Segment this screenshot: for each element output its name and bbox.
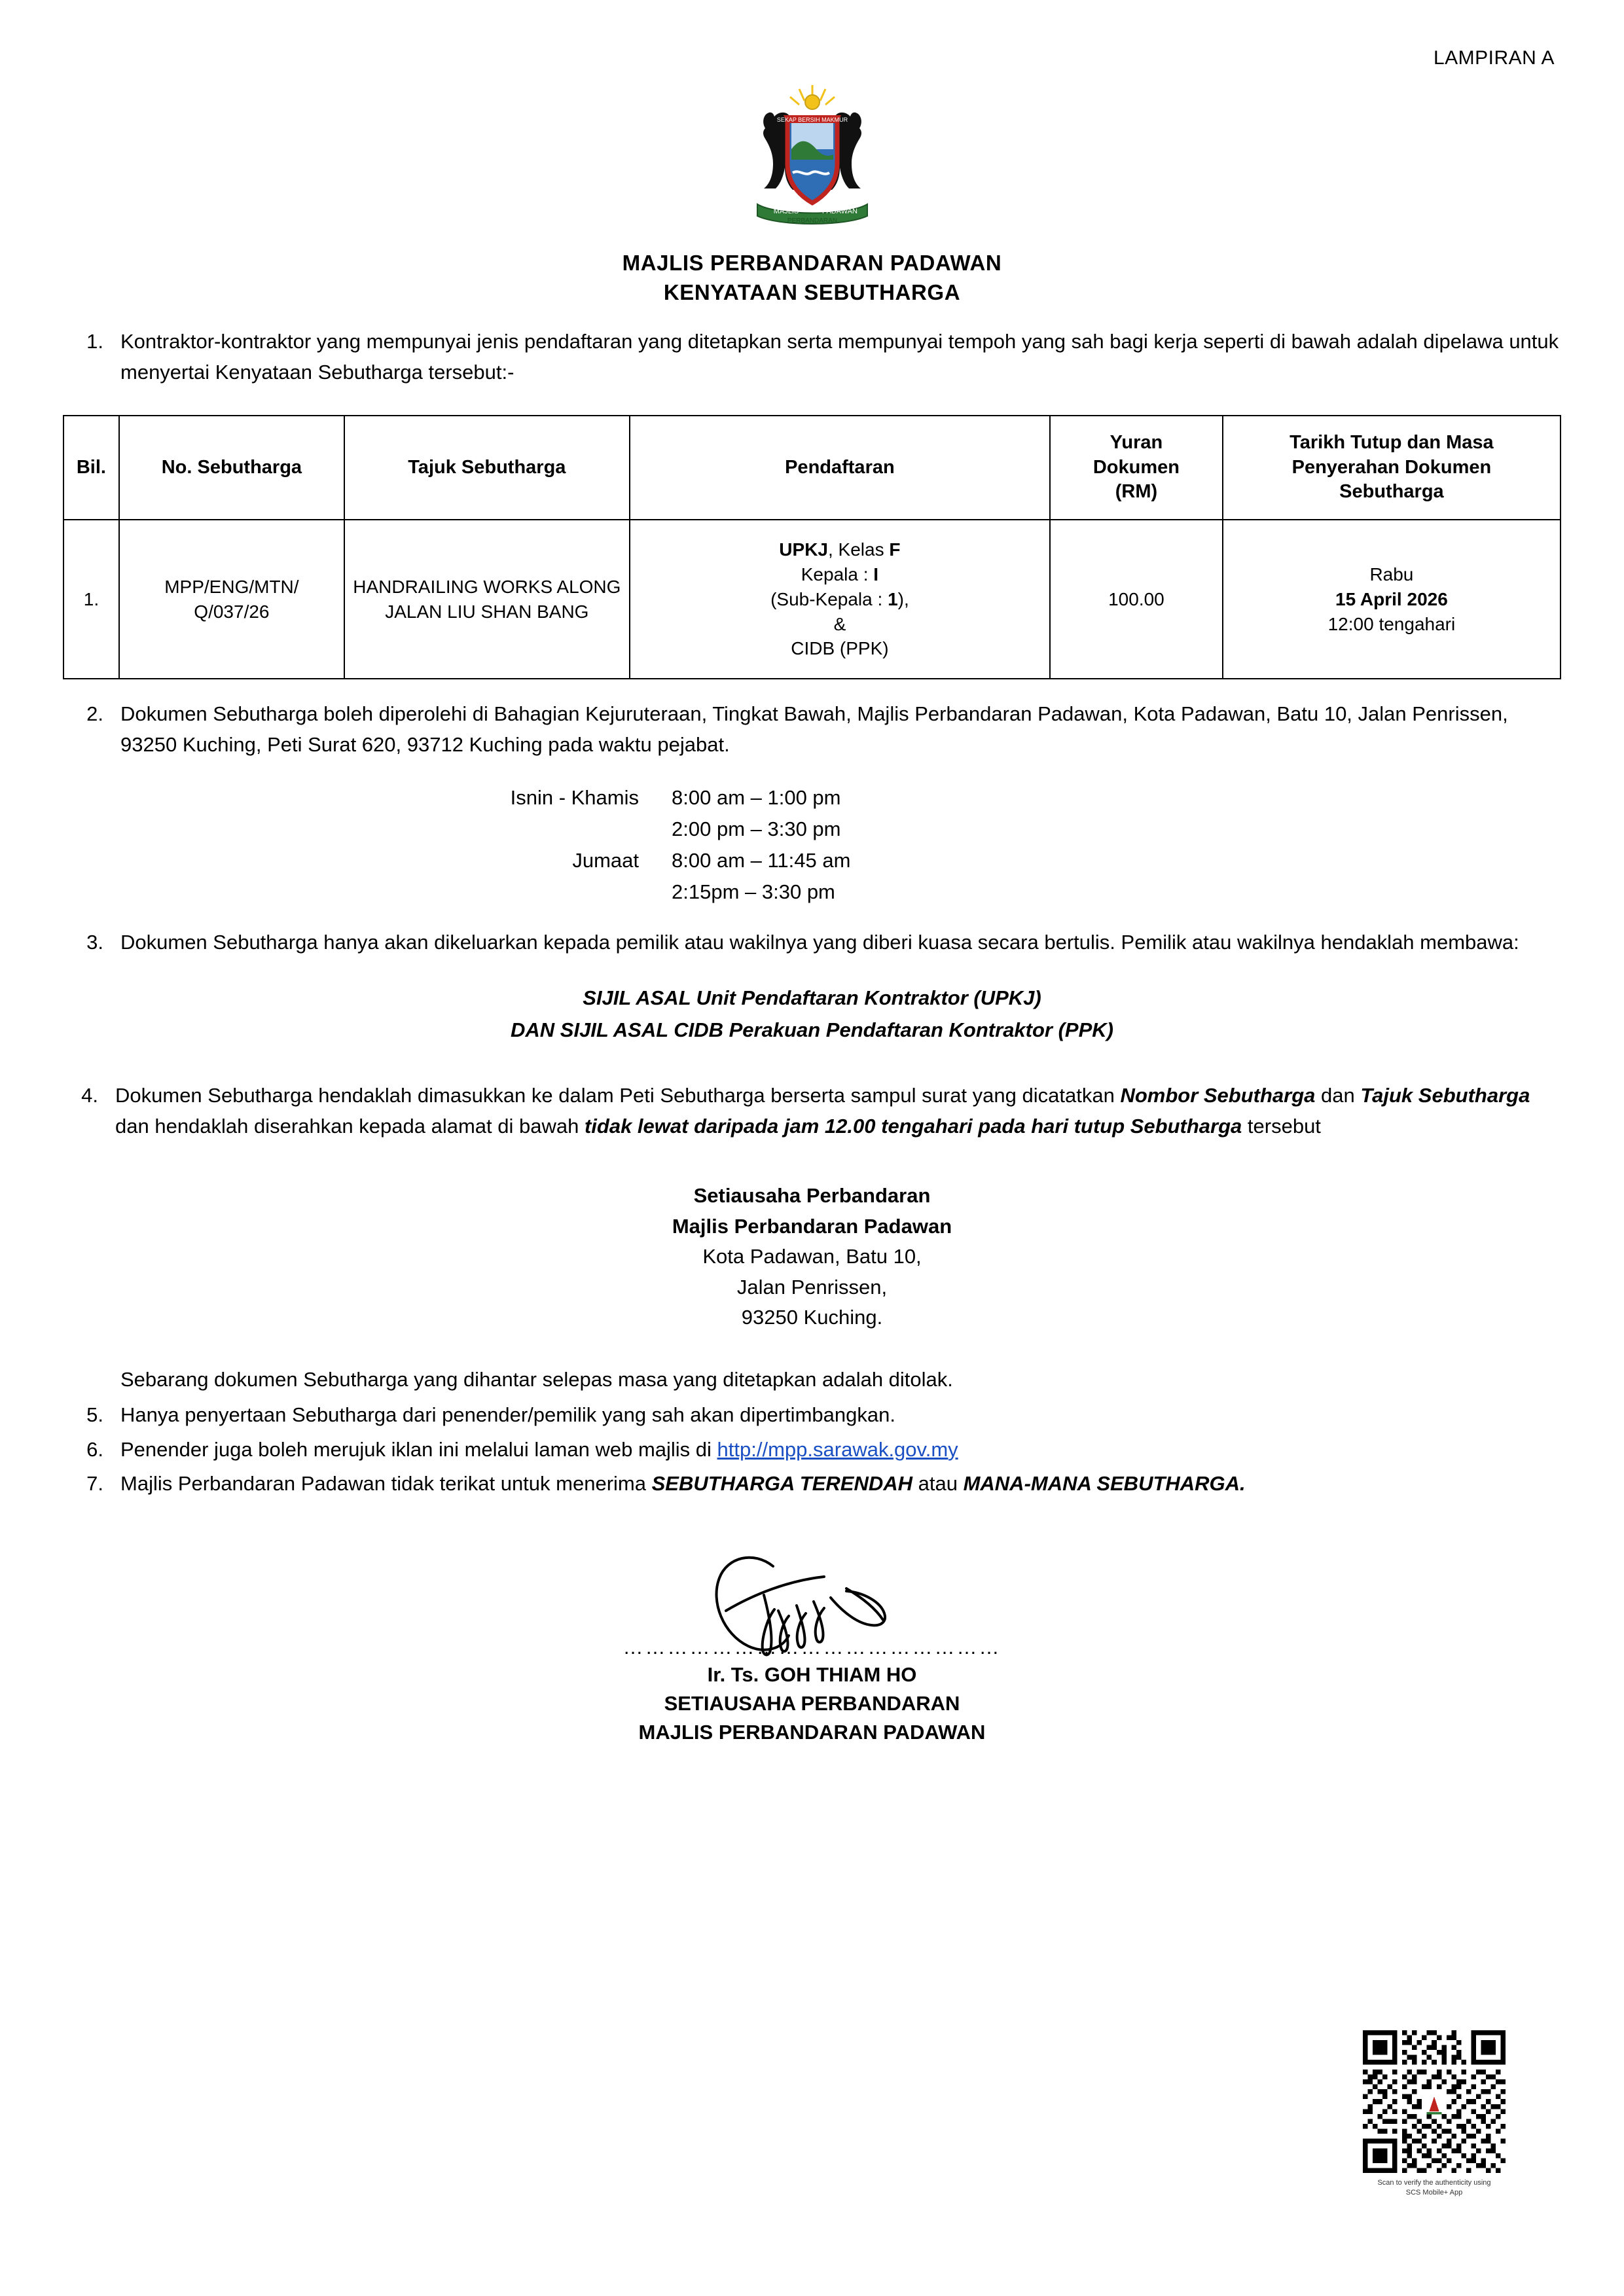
cell-tajuk: HANDRAILING WORKS ALONG JALAN LIU SHAN BANG xyxy=(344,520,630,679)
hours-row xyxy=(456,876,1561,908)
address-line-4: Jalan Penrissen, xyxy=(736,1275,888,1299)
hours-row xyxy=(456,814,1561,845)
submission-address xyxy=(63,1181,1561,1333)
svg-text:PERBANDARAN: PERBANDARAN xyxy=(787,217,837,224)
certificate-line-1: SIJIL ASAL Unit Pendaftaran Kontraktor (UPKJ) xyxy=(583,986,1041,1009)
signer-name: Ir. Ts. GOH THIAM HO xyxy=(707,1662,917,1686)
qr-caption-line-1: Scan to verify the authenticity using xyxy=(1377,2179,1491,2187)
hours-time: 2:15pm – 3:30 pm xyxy=(672,880,835,904)
org-name: MAJLIS PERBANDARAN PADAWAN xyxy=(622,251,1002,275)
signer-block xyxy=(63,1660,1561,1747)
clause-6 xyxy=(63,1435,1561,1465)
qr-caption xyxy=(1359,2178,1509,2198)
council-website-link[interactable]: http://mpp.sarawak.gov.my xyxy=(717,1437,958,1461)
clause-5 xyxy=(63,1400,1561,1431)
col-header-yuran: Yuran Dokumen (RM) xyxy=(1050,416,1223,520)
qr-code-block xyxy=(1359,2030,1509,2198)
clause-2-number: 2. xyxy=(86,702,103,726)
office-hours xyxy=(456,782,1561,908)
required-certificates xyxy=(63,982,1561,1047)
address-role: Setiausaha Perbandaran xyxy=(693,1184,931,1208)
clause-1 xyxy=(63,327,1561,387)
sebutharga-table xyxy=(63,415,1561,679)
clause-7-text: Majlis Perbandaran Padawan tidak terikat untuk menerima SEBUTHARGA TERENDAH atau MANA-MANA SEBUTHARGA. xyxy=(120,1472,1246,1496)
svg-text:MAJLIS: MAJLIS xyxy=(773,207,799,215)
address-line-5: 93250 Kuching. xyxy=(741,1306,883,1329)
col-header-bil: Bil. xyxy=(63,416,119,520)
clause-1-number: 1. xyxy=(86,330,103,353)
svg-text:PADAWAN: PADAWAN xyxy=(821,207,857,215)
hours-time: 8:00 am – 1:00 pm xyxy=(672,786,841,810)
table-header-row xyxy=(63,416,1561,520)
clause-5-number: 5. xyxy=(86,1403,103,1427)
crest-icon xyxy=(695,81,930,245)
clause-3 xyxy=(63,927,1561,958)
clause-4-text: Dokumen Sebutharga hendaklah dimasukkan ke dalam Peti Sebutharga berserta sampul surat yang dicatatkan Nombor Sebutharga dan Tajuk Sebutharga dan hendaklah diserahkan kepada alamat di bawah tidak lewat daripada jam 12.00 tengahari pada hari tutup Sebutharga tersebut xyxy=(115,1084,1530,1138)
clause-7-number: 7. xyxy=(86,1472,103,1496)
clause-3-text: Dokumen Sebutharga hanya akan dikeluarkan kepada pemilik atau wakilnya yang diberi kuasa secara bertulis. Pemilik atau wakilnya hendaklah membawa: xyxy=(120,931,1519,954)
cell-bil: 1. xyxy=(63,520,119,679)
hours-day xyxy=(456,814,672,845)
clause-2 xyxy=(63,699,1561,760)
signature-area xyxy=(63,1532,1561,1744)
hours-time: 8:00 am – 11:45 am xyxy=(672,849,851,872)
qr-caption-line-2: SCS Mobile+ App xyxy=(1405,2189,1463,2197)
address-org: Majlis Perbandaran Padawan xyxy=(672,1214,952,1238)
clause-4-number: 4. xyxy=(81,1084,98,1107)
cell-no-sebutharga: MPP/ENG/MTN/ Q/037/26 xyxy=(119,520,344,679)
clause-2-text: Dokumen Sebutharga boleh diperolehi di Bahagian Kejuruteraan, Tingkat Bawah, Majlis Perbandaran Padawan, Kota Padawan, Batu 10, Jalan Penrissen, 93250 Kuching, Peti Surat 620, 93712 Kuching pada waktu pejabat. xyxy=(120,702,1508,756)
svg-text:SEKAP BERSIH MAKMUR: SEKAP BERSIH MAKMUR xyxy=(776,117,848,123)
hours-row xyxy=(456,845,1561,876)
hours-row xyxy=(456,782,1561,814)
col-header-pendaftaran: Pendaftaran xyxy=(630,416,1050,520)
table-row xyxy=(63,520,1561,679)
signer-org: MAJLIS PERBANDARAN PADAWAN xyxy=(638,1720,986,1744)
clause-1-text: Kontraktor-kontraktor yang mempunyai jenis pendaftaran yang ditetapkan serta mempunyai tempoh yang sah bagi kerja seperti di bawah adalah dipelawa untuk menyertai Kenyataan Sebutharga tersebut:- xyxy=(120,330,1559,384)
hours-day xyxy=(456,876,672,908)
hours-time: 2:00 pm – 3:30 pm xyxy=(672,817,841,841)
cell-yuran: 100.00 xyxy=(1050,520,1223,679)
clause-6-number: 6. xyxy=(86,1437,103,1461)
crest-container xyxy=(63,81,1561,245)
document-type: KENYATAAN SEBUTHARGA xyxy=(663,279,961,304)
signer-position: SETIAUSAHA PERBANDARAN xyxy=(664,1691,960,1715)
cell-pendaftaran: UPKJ, Kelas F Kepala : I (Sub-Kepala : 1), & CIDB (PPK) xyxy=(630,520,1050,679)
page-title xyxy=(63,249,1561,307)
col-header-tarikh: Tarikh Tutup dan Masa Penyerahan Dokumen Sebutharga xyxy=(1223,416,1561,520)
clause-4 xyxy=(63,1081,1561,1141)
cell-tarikh: Rabu 15 April 2026 12:00 tengahari xyxy=(1223,520,1561,679)
address-line-3: Kota Padawan, Batu 10, xyxy=(702,1245,922,1268)
clause-3-number: 3. xyxy=(86,931,103,954)
clause-6-text: Penender juga boleh merujuk iklan ini melalui laman web majlis di http://mpp.sarawak.gov.my xyxy=(120,1437,958,1461)
col-header-tajuk: Tajuk Sebutharga xyxy=(344,416,630,520)
clause-7 xyxy=(63,1469,1561,1499)
lampiran-label: LAMPIRAN A xyxy=(1433,47,1555,69)
late-submission-note: Sebarang dokumen Sebutharga yang dihantar selepas masa yang ditetapkan adalah ditolak. xyxy=(120,1367,953,1391)
tail-clauses xyxy=(63,1365,1561,1499)
hours-day: Jumaat xyxy=(572,849,639,872)
certificate-line-2: DAN SIJIL ASAL CIDB Perakuan Pendaftaran Kontraktor (PPK) xyxy=(511,1018,1113,1042)
hours-day: Isnin - Khamis xyxy=(510,786,639,810)
clause-5-text: Hanya penyertaan Sebutharga dari penender/pemilik yang sah akan dipertimbangkan. xyxy=(120,1403,895,1427)
qr-code-icon xyxy=(1363,2030,1506,2173)
col-header-no-sebutharga: No. Sebutharga xyxy=(119,416,344,520)
signature-dotted-line: …………………………………………… xyxy=(623,1635,1001,1659)
